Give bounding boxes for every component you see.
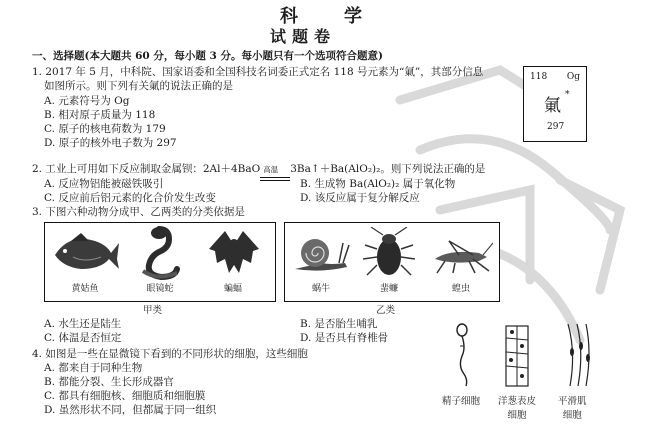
q1-stem1: 1. 2017 年 5 月，中科院、国家语委和全国科技名词委正式定名 118 号元素为“ [32,66,405,78]
cockroach-icon [363,227,415,281]
element-card [523,66,587,142]
q1-option-a[interactable]: A. 元素符号为 Og [44,95,130,107]
element-symbol: Og [566,72,580,82]
animal-label-snail: 蜗牛 [311,284,330,294]
q4-option-d[interactable]: D. 虽然形状不同，但都属于同一组织 [44,404,217,416]
watermark-stamp [380,60,640,360]
q1-element-name-inline2: 氭 [149,80,160,92]
q1-stem1-tail: ”，其部分信息 [414,66,484,78]
cell-label-sperm [442,393,480,407]
cell-label-onion-line1: 洋葱表皮 [498,396,537,407]
q4-option-a[interactable]: A. 都来自于同种生物 [44,362,143,374]
q1-stem-line2 [44,80,233,93]
snail-icon [291,233,351,275]
element-name: 氭 [544,96,561,116]
fish-icon [51,229,121,277]
cell-label-muscle [558,393,587,421]
q1-stem-line1 [32,66,483,79]
q1-element-name-inline: 氭 [404,66,415,78]
q2-stem [32,163,485,176]
animal-label-bat: 蝙蝠 [223,284,242,294]
element-mark: * [565,90,570,100]
q1-option-d[interactable]: D. 原子的核外电子数为 297 [44,137,177,149]
q3-option-b[interactable]: B. 是否胎生哺乳 [300,318,378,330]
group-a-box [44,222,276,302]
q3-option-d[interactable]: D. 是否具有脊椎骨 [300,332,389,344]
group-b-label: 乙类 [376,305,396,316]
q4-option-c[interactable]: C. 都具有细胞核、细胞质和细胞膜 [44,390,206,402]
q3-option-c[interactable]: C. 体温是否恒定 [44,332,122,344]
q2-stem-prefix: 2. 工业上可用如下反应制取金属钡：2Al＋4BaO [32,163,261,175]
cell-label-onion [498,393,536,421]
element-number: 118 [530,72,548,82]
cobra-icon [137,225,183,281]
q2-option-a[interactable]: A. 反应物铝能被磁铁吸引 [44,178,164,190]
q1-option-b[interactable]: B. 相对原子质量为 118 [44,109,156,121]
sperm-cell-icon [448,322,482,388]
animal-label-cockroach: 蜚蠊 [379,284,398,294]
animal-label-grasshopper: 蝗虫 [451,284,470,294]
q3-stem: 3. 下图六种动物分成甲、乙两类的分类依据是 [32,206,245,218]
q2-stem-suffix: 3Ba↑＋Ba(AlO₂)₂。则下列说法正确的是 [290,163,486,175]
group-b-box [284,222,500,302]
page-subtitle: 试题卷 [270,27,337,46]
q4-stem: 4. 如图是一些在显微镜下看到的不同形状的细胞，这些细胞 [32,348,308,360]
cell-label-onion-line2: 细胞 [507,410,527,421]
group-a-label: 甲类 [143,305,163,316]
q1-stem2-tail: 的说法正确的是 [159,80,233,92]
bat-icon [205,227,263,279]
q2-option-d[interactable]: D. 该反应属于复分解反应 [300,192,420,204]
q3-option-a[interactable]: A. 水生还是陆生 [44,318,122,330]
q1-stem2: 如图所示。则下列有关 [44,80,149,92]
animal-label-cobra: 眼镜蛇 [146,284,174,294]
q2-option-b[interactable]: B. 生成物 Ba(AlO₂)₂ 属于氧化物 [300,178,456,190]
q1-option-c[interactable]: C. 原子的核电荷数为 179 [44,123,166,135]
q2-option-c[interactable]: C. 反应前后铝元素的化合价发生改变 [44,192,216,204]
cell-label-muscle-line1: 平滑肌 [558,396,587,407]
cell-label-sperm-line1: 精子细胞 [442,396,481,407]
q2-condition: 高温 [263,165,279,174]
animal-label-fish: 黄姑鱼 [71,284,99,294]
onion-cell-icon [502,324,532,388]
grasshopper-icon [429,237,493,275]
smooth-muscle-cell-icon [560,322,594,388]
q2-arrow-line-bottom [260,180,290,181]
cell-label-muscle-line2: 细胞 [562,410,582,421]
q2-arrow-line-top [260,177,290,178]
section-title: 一、选择题(本大题共 60 分，每小题 3 分。每小题只有一个选项符合题意) [32,50,383,62]
page-title: 科 学 [280,6,376,27]
element-mass: 297 [547,122,565,132]
q4-option-b[interactable]: B. 都能分裂、生长形成器官 [44,376,174,388]
